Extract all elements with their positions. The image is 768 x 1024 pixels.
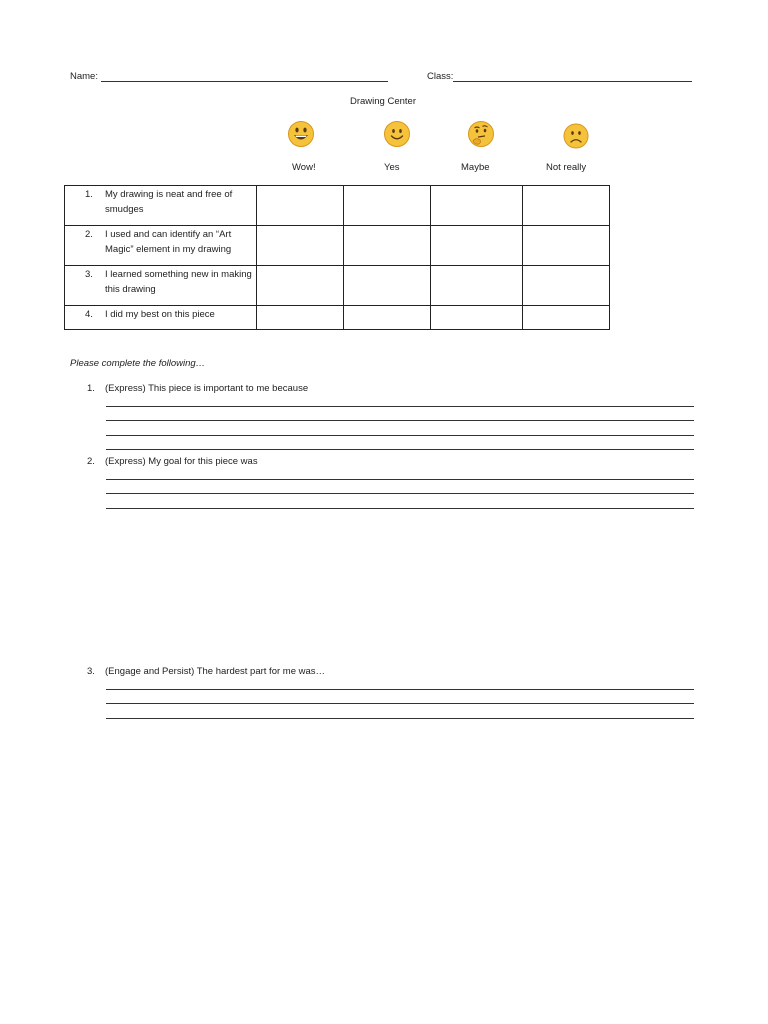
criterion-text: I did my best on this piece	[105, 309, 215, 320]
answer-line[interactable]	[106, 449, 694, 450]
question-number: 1.	[87, 383, 95, 394]
answer-line[interactable]	[106, 718, 694, 719]
smiling-face-icon	[383, 120, 411, 148]
answer-line[interactable]	[106, 420, 694, 421]
table-row	[65, 306, 610, 330]
rating-cell-not-really[interactable]	[523, 306, 610, 330]
criterion-text: I used and can identify an “Art Magic” element in my drawing	[105, 229, 232, 255]
frowning-face-icon	[562, 122, 590, 150]
rating-cell-yes[interactable]	[344, 266, 431, 306]
rating-cell-wow[interactable]	[257, 186, 344, 226]
question-number: 2.	[87, 456, 95, 467]
scale-label-wow: Wow!	[292, 162, 316, 173]
rating-cell-wow[interactable]	[257, 226, 344, 266]
criterion-cell	[65, 226, 257, 266]
table-row	[65, 226, 610, 266]
criterion-number: 3.	[85, 269, 93, 280]
rating-cell-maybe[interactable]	[431, 306, 523, 330]
rating-cell-maybe[interactable]	[431, 186, 523, 226]
class-label: Class:	[427, 71, 454, 82]
criterion-number: 2.	[85, 229, 93, 240]
rating-cell-not-really[interactable]	[523, 226, 610, 266]
answer-line[interactable]	[106, 703, 694, 704]
criterion-number: 4.	[85, 309, 93, 320]
name-field[interactable]	[101, 81, 388, 82]
rating-cell-wow[interactable]	[257, 306, 344, 330]
rating-cell-maybe[interactable]	[431, 266, 523, 306]
criterion-cell	[65, 266, 257, 306]
answer-line[interactable]	[106, 406, 694, 407]
thinking-face-icon	[467, 120, 495, 148]
answer-line[interactable]	[106, 508, 694, 509]
scale-label-not-really: Not really	[546, 162, 587, 173]
criterion-text: I learned something new in making this drawing	[105, 269, 252, 295]
name-label: Name:	[70, 71, 98, 82]
criterion-number: 1.	[85, 189, 93, 200]
instructions: Please complete the following…	[70, 358, 206, 369]
answer-line[interactable]	[106, 435, 694, 436]
criterion-cell	[65, 186, 257, 226]
class-field[interactable]	[453, 81, 692, 82]
rating-cell-maybe[interactable]	[431, 226, 523, 266]
criterion-cell	[65, 306, 257, 330]
rating-cell-not-really[interactable]	[523, 186, 610, 226]
question-text: (Express) This piece is important to me because	[105, 383, 309, 394]
rating-cell-yes[interactable]	[344, 226, 431, 266]
grinning-face-icon	[287, 120, 315, 148]
scale-label-yes: Yes	[384, 162, 400, 173]
page-title: Drawing Center	[350, 96, 416, 107]
table-row	[65, 266, 610, 306]
rating-cell-wow[interactable]	[257, 266, 344, 306]
scale-label-maybe: Maybe	[461, 162, 490, 173]
table-row	[65, 186, 610, 226]
question-text: (Express) My goal for this piece was	[105, 456, 258, 467]
answer-line[interactable]	[106, 479, 694, 480]
answer-line[interactable]	[106, 689, 694, 690]
question-number: 3.	[87, 666, 95, 677]
rating-cell-yes[interactable]	[344, 306, 431, 330]
question-text: (Engage and Persist) The hardest part for me was…	[105, 666, 326, 677]
criterion-text: My drawing is neat and free of smudges	[105, 189, 233, 215]
rating-cell-not-really[interactable]	[523, 266, 610, 306]
rating-cell-yes[interactable]	[344, 186, 431, 226]
answer-line[interactable]	[106, 493, 694, 494]
rubric-table	[64, 185, 610, 330]
